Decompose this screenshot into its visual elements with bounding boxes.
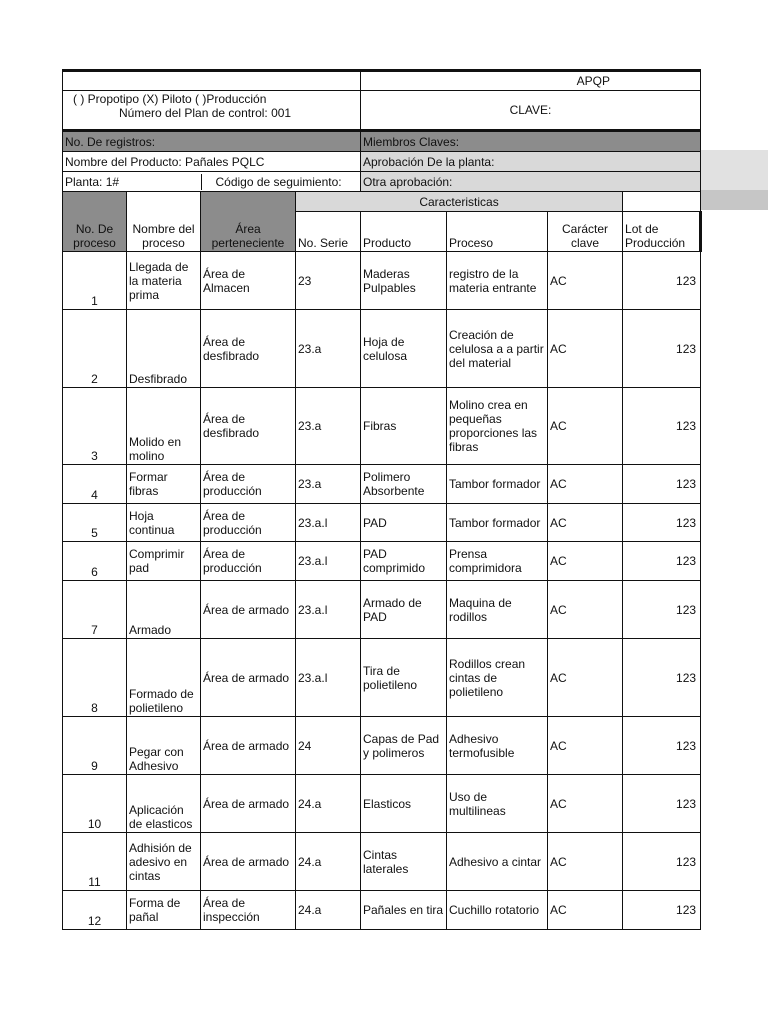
col-blank xyxy=(623,192,701,212)
serial-number: 23.a.l xyxy=(296,542,361,581)
table-row xyxy=(63,639,701,717)
product-name: Armado de PAD xyxy=(361,581,447,639)
product-name: Capas de Pad y polimeros xyxy=(361,717,447,775)
product-name: Maderas Pulpables xyxy=(361,252,447,310)
process-area: Área de armado xyxy=(201,775,296,833)
serial-number: 23.a.l xyxy=(296,639,361,717)
product-name: Hoja de celulosa xyxy=(361,310,447,388)
process-number: 8 xyxy=(63,639,127,717)
process-number: 6 xyxy=(63,542,127,581)
key-character: AC xyxy=(548,581,623,639)
producto-label: Nombre del Producto: Pañales PQLC xyxy=(63,152,361,172)
table-row xyxy=(63,310,701,388)
key-character: AC xyxy=(548,639,623,717)
key-character: AC xyxy=(548,542,623,581)
process-name: Armado xyxy=(127,581,201,639)
col-caracter: Carácter clave xyxy=(548,212,623,252)
production-lot: 123 xyxy=(623,775,701,833)
production-lot: 123 xyxy=(623,465,701,504)
process-area: Área de producción xyxy=(201,504,296,542)
plan-number: Número del Plan de control: 001 xyxy=(119,106,292,120)
process-name: Pegar con Adhesivo xyxy=(127,717,201,775)
registros-label: No. De registros: xyxy=(63,131,361,152)
production-lot: 123 xyxy=(623,639,701,717)
process-number: 4 xyxy=(63,465,127,504)
col-lot: Lot de Producción xyxy=(623,212,701,252)
process-description: Molino crea en pequeñas proporciones las fibras xyxy=(447,388,548,465)
product-name: PAD xyxy=(361,504,447,542)
serial-number: 24.a xyxy=(296,775,361,833)
table-row xyxy=(63,252,701,310)
process-name: Molido en molino xyxy=(127,388,201,465)
process-area: Área de Almacen xyxy=(201,252,296,310)
product-name: Cintas laterales xyxy=(361,833,447,891)
key-character: AC xyxy=(548,504,623,542)
product-name: Fibras xyxy=(361,388,447,465)
side-gray-band xyxy=(700,150,768,190)
production-lot: 123 xyxy=(623,388,701,465)
process-number: 9 xyxy=(63,717,127,775)
table-row xyxy=(63,465,701,504)
production-lot: 123 xyxy=(623,542,701,581)
production-lot: 123 xyxy=(623,310,701,388)
process-number: 12 xyxy=(63,891,127,930)
table-row xyxy=(63,775,701,833)
key-character: AC xyxy=(548,310,623,388)
aprobacion-planta-label: Aprobación De la planta: xyxy=(361,152,701,172)
process-area: Área de producción xyxy=(201,542,296,581)
col-producto: Producto xyxy=(361,212,447,252)
miembros-label: Miembros Claves: xyxy=(361,131,701,152)
process-name: Desfibrado xyxy=(127,310,201,388)
process-number: 2 xyxy=(63,310,127,388)
process-name: Aplicación de elasticos xyxy=(127,775,201,833)
key-character: AC xyxy=(548,388,623,465)
production-lot: 123 xyxy=(623,581,701,639)
process-area: Área de inspección xyxy=(201,891,296,930)
serial-number: 24.a xyxy=(296,833,361,891)
product-name: Polimero Absorbente xyxy=(361,465,447,504)
process-description: Creación de celulosa a a partir del material xyxy=(447,310,548,388)
process-description: Cuchillo rotatorio xyxy=(447,891,548,930)
process-description: Uso de multilineas xyxy=(447,775,548,833)
process-area: Área de producción xyxy=(201,465,296,504)
planta-codigo-cell xyxy=(63,172,361,192)
product-name: Elasticos xyxy=(361,775,447,833)
table-row xyxy=(63,833,701,891)
production-lot: 123 xyxy=(623,504,701,542)
serial-number: 23.a.l xyxy=(296,504,361,542)
serial-number: 23.a xyxy=(296,310,361,388)
process-description: Maquina de rodillos xyxy=(447,581,548,639)
serial-number: 24.a xyxy=(296,891,361,930)
col-area: Área perteneciente xyxy=(201,192,296,252)
col-no-serie: No. Serie xyxy=(296,212,361,252)
process-area: Área de desfibrado xyxy=(201,310,296,388)
col-no-proceso: No. De proceso xyxy=(63,192,127,252)
otra-aprobacion-label: Otra aprobación: xyxy=(361,172,701,192)
key-character: AC xyxy=(548,252,623,310)
phase-cell xyxy=(63,91,361,131)
planta-label: Planta: 1# xyxy=(63,174,201,190)
phase-options: ( ) Propotipo (X) Piloto ( )Producción xyxy=(73,92,267,106)
apqp-label: APQP xyxy=(361,71,701,91)
key-character: AC xyxy=(548,833,623,891)
header-table xyxy=(62,69,701,192)
process-name: Adhisión de adesivo en cintas xyxy=(127,833,201,891)
col-nombre-proceso: Nombre del proceso xyxy=(127,192,201,252)
table-row xyxy=(63,542,701,581)
clave-label: CLAVE: xyxy=(361,91,701,131)
process-description: Tambor formador xyxy=(447,465,548,504)
serial-number: 23.a xyxy=(296,388,361,465)
process-description: registro de la materia entrante xyxy=(447,252,548,310)
process-name: Forma de pañal xyxy=(127,891,201,930)
process-number: 10 xyxy=(63,775,127,833)
process-number: 5 xyxy=(63,504,127,542)
col-proceso: Proceso xyxy=(447,212,548,252)
side-dark-band xyxy=(700,190,768,210)
product-name: Tira de polietileno xyxy=(361,639,447,717)
table-row xyxy=(63,891,701,930)
product-name: Pañales en tira xyxy=(361,891,447,930)
serial-number: 24 xyxy=(296,717,361,775)
process-name: Llegada de la materia prima xyxy=(127,252,201,310)
process-description: Tambor formador xyxy=(447,504,548,542)
process-name: Hoja continua xyxy=(127,504,201,542)
process-area: Área de armado xyxy=(201,717,296,775)
process-area: Área de desfibrado xyxy=(201,388,296,465)
table-row xyxy=(63,504,701,542)
header-blank xyxy=(63,71,361,91)
control-plan-table xyxy=(62,191,702,930)
production-lot: 123 xyxy=(623,252,701,310)
table-row xyxy=(63,388,701,465)
process-number: 1 xyxy=(63,252,127,310)
process-name: Formado de polietileno xyxy=(127,639,201,717)
production-lot: 123 xyxy=(623,717,701,775)
process-description: Adhesivo termofusible xyxy=(447,717,548,775)
process-description: Prensa comprimidora xyxy=(447,542,548,581)
serial-number: 23.a.l xyxy=(296,581,361,639)
codigo-label: Código de seguimiento: xyxy=(215,174,342,189)
process-name: Formar fibras xyxy=(127,465,201,504)
process-area: Área de armado xyxy=(201,639,296,717)
production-lot: 123 xyxy=(623,891,701,930)
table-row xyxy=(63,717,701,775)
process-number: 3 xyxy=(63,388,127,465)
key-character: AC xyxy=(548,891,623,930)
process-number: 11 xyxy=(63,833,127,891)
process-number: 7 xyxy=(63,581,127,639)
serial-number: 23 xyxy=(296,252,361,310)
key-character: AC xyxy=(548,465,623,504)
table-row xyxy=(63,581,701,639)
production-lot: 123 xyxy=(623,833,701,891)
product-name: PAD comprimido xyxy=(361,542,447,581)
process-area: Área de armado xyxy=(201,833,296,891)
process-area: Área de armado xyxy=(201,581,296,639)
key-character: AC xyxy=(548,717,623,775)
serial-number: 23.a xyxy=(296,465,361,504)
process-description: Rodillos crean cintas de polietileno xyxy=(447,639,548,717)
col-caracteristicas: Caracteristicas xyxy=(296,192,623,212)
process-description: Adhesivo a cintar xyxy=(447,833,548,891)
process-name: Comprimir pad xyxy=(127,542,201,581)
key-character: AC xyxy=(548,775,623,833)
